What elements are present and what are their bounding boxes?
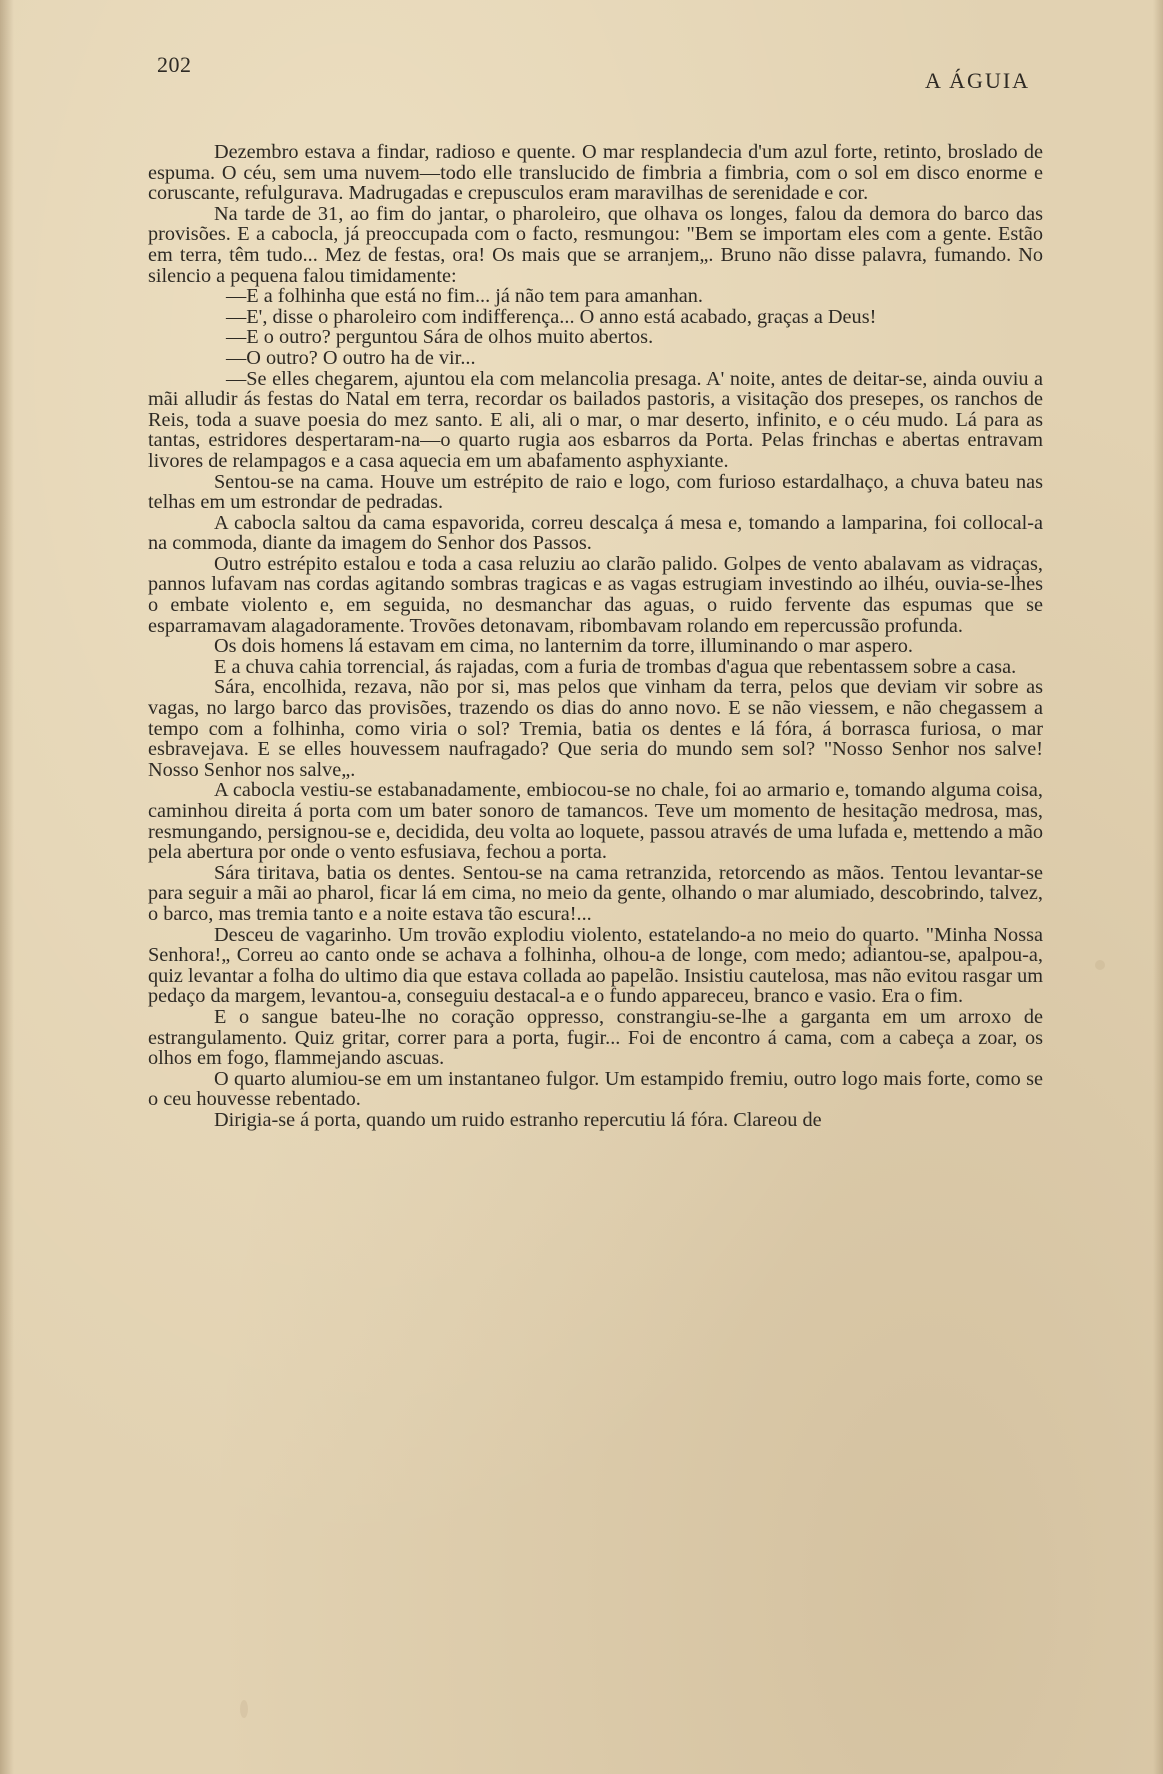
paragraph: Dezembro estava a findar, radioso e quente. O mar resplandecia d'um azul forte, retinto, broslado de espuma. O céu, sem uma nuvem—todo elle translucido de fimbria a fimbria, com o sol em disco enorme e coruscante, refulgurava. Madrugadas e crepusculos eram maravilhas de serenidade e cor. [148,141,1043,205]
dialogue-line: —O outro? O outro ha de vir... [226,346,476,369]
running-head: A ÁGUIA [925,68,1031,93]
paragraph: E o sangue bateu-lhe no coração oppresso, constrangiu-se-lhe a garganta em um arroxo de estrangulamento. Quiz gritar, correr para a porta, fugir... Foi de encontro á cama, com a cabeça a zoar, os olhos em fogo, flammejando ascuas. [148,1005,1043,1070]
dialogue-line: —E', disse o pharoleiro com indifferença... O anno está acabado, graças a Deus! [226,305,877,328]
paragraph: Sára, encolhida, rezava, não por si, mas pelos que vinham da terra, pelos que deviam vir sobre as vagas, no largo barco das provisões, trazendo os dias do anno novo. E se não viessem, e não chegassem a tempo com a folhinha, como viria o sol? Tremia, batia os dentes e lá fóra, á borrasca furiosa, o mar esbravejava. E se elles houvessem naufragado? Que seria do mundo sem sol? "Nosso Senhor nos salve! Nosso Senhor nos salve„. [148,676,1043,781]
paragraph: Outro estrépito estalou e toda a casa reluziu ao clarão palido. Golpes de vento abalavam as vidraças, pannos lufavam nas cordas agitando sombras tragicas e as vagas estrugiam investindo ao ilhéu, ouvia-se-lhes o embate violento e, em seguida, no desmanchar das aguas, o ruido fervente das espumas que se esparramavam alagadoramente. Trovões detonavam, ribombavam rolando em repercussão profunda. [148,552,1043,637]
paragraph: Os dois homens lá estavam em cima, no lanternim da torre, illuminando o mar aspero. [214,635,913,658]
dialogue-line: —E o outro? perguntou Sára de olhos muito abertos. [226,326,654,349]
paragraph: Desceu de vagarinho. Um trovão explodiu violento, estatelando-a no meio do quarto. "Minha Nossa Senhora!„ Correu ao canto onde se achava a folhinha, olhou-a de longe, com medo; adiantou-se, apalpou-a, quiz levantar a folha do ultimo dia que estava collada ao papelão. Insistiu cautelosa, mas não evitou rasgar um pedaço da margem, levantou-a, conseguiu destacal-a e o fundo appareceu, branco e vasio. Era o fim. [148,923,1043,1008]
paragraph: Na tarde de 31, ao fim do jantar, o pharoleiro, que olhava os longes, falou da demora do barco das provisões. E a cabocla, já preoccupada com o facto, resmungou: "Bem se importam eles com a gente. Estão em terra, têm tudo... Mez de festas, ora! Os mais que se arranjem„. Bruno não disse palavra, fumando. No silencio a pequena falou timidamente: [148,202,1043,287]
paragraph: O quarto alumiou-se em um instantaneo fulgor. Um estampido fremiu, outro logo mais forte, como se o ceu houvesse rebentado. [148,1067,1043,1111]
page-edge-shadow [1153,0,1163,1774]
page-edge-shadow [0,0,14,1774]
paragraph: A cabocla vestiu-se estabanadamente, embiocou-se no chale, foi ao armario e, tomando alguma coisa, caminhou direita á porta com um bater sonoro de tamancos. Teve um momento de hesitação medrosa, mas, resmungando, persignou-se e, decidida, deu volta ao loquete, passou através de uma lufada e, mettendo a mão pela abertura por onde o vento esfusiava, fechou a porta. [148,779,1043,864]
paper-stain [240,1700,248,1718]
paragraph: E a chuva cahia torrencial, ás rajadas, com a furia de trombas d'agua que rebentassem sobre a casa. [214,655,1017,678]
paragraph: —Se elles chegarem, ajuntou ela com melancolia presaga. A' noite, antes de deitar-se, ainda ouviu a mãi alludir ás festas do Natal em terra, recordar os bailados pastoris, a visitação dos presepes, os ranchos de Reis, toda a suave poesia do mez santo. E ali, ali o mar, o mar deserto, infinito, e o céu mudo. Lá para as tantas, estridores despertaram-na—o quarto rugia aos esbarros da Porta. Pelas frinchas e abertas entravam livores de relampagos e a casa aquecia em um abafamento asphyxiante. [148,367,1043,472]
paragraph: A cabocla saltou da cama espavorida, correu descalça á mesa e, tomando a lamparina, foi collocal-a na commoda, diante da imagem do Senhor dos Passos. [148,511,1043,555]
paragraph: Sentou-se na cama. Houve um estrépito de raio e logo, com furioso estardalhaço, a chuva bateu nas telhas em um estrondar de pedradas. [148,470,1043,514]
paragraph: Sára tiritava, batia os dentes. Sentou-se na cama retranzida, retorcendo as mãos. Tentou levantar-se para seguir a mãi ao pharol, ficar lá em cima, no meio da gente, olhando o mar alumiado, descobrindo, talvez, o barco, mas tremia tanto e a noite estava tão escura!... [148,861,1043,925]
page-number: 202 [157,52,192,77]
body-text [148,142,1043,1131]
dialogue-line: —E a folhinha que está no fim... já não tem para amanhan. [226,285,704,308]
paragraph: Dirigia-se á porta, quando um ruido estranho repercutiu lá fóra. Clareou de [214,1108,822,1131]
paper-stain [1095,960,1105,970]
